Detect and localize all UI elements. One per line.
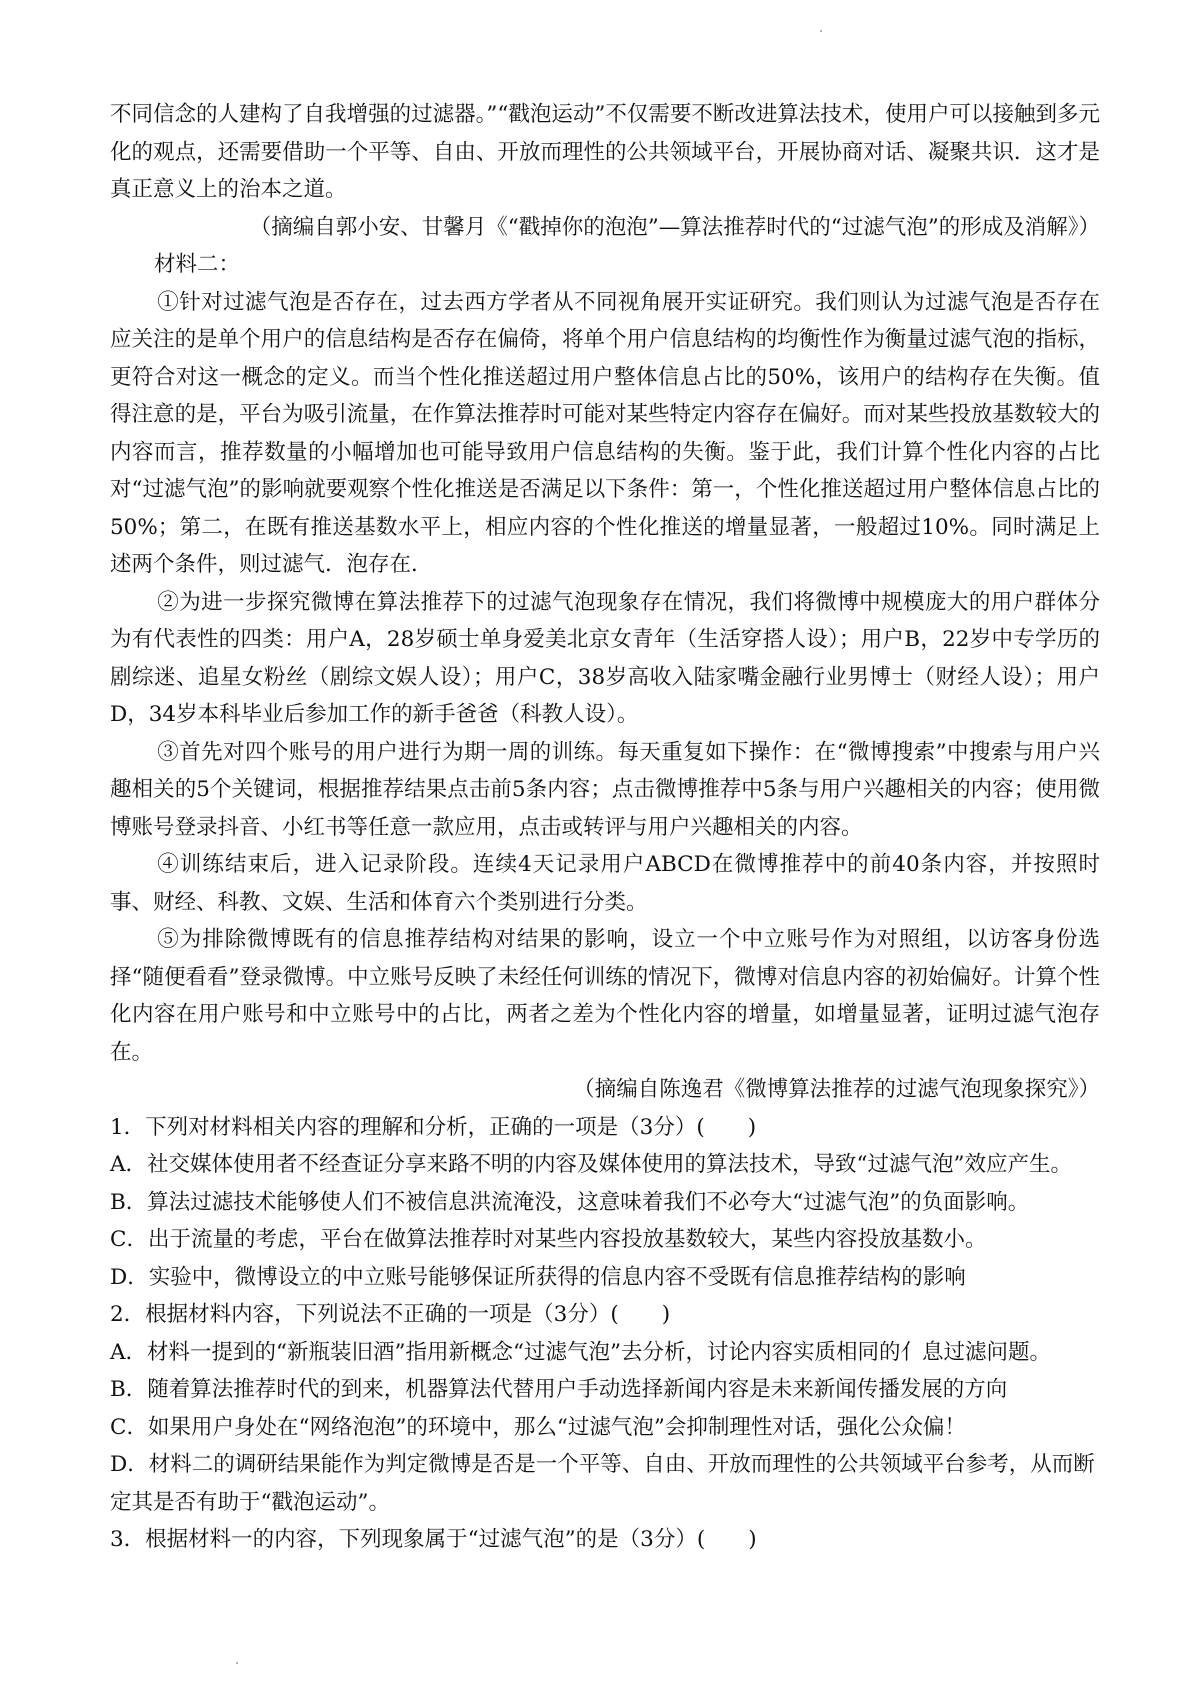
material2-paragraph-5: ⑤为排除微博既有的信息推荐结构对结果的影响，设立一个中立账号作为对照组，以访客身份选择“随便看看”登录微博。中立账号反映了未经任何训练的情况下，微博对信息内容的初始偏好。计算个性化内容在用户账号和中立账号中的占比，两者之差为个性化内容的增量，如增量显著，证明过滤气泡存在。 bbox=[110, 927, 1100, 1065]
question-1-option-c: C．出于流量的考虑，平台在做算法推荐时对某些内容投放基数较大，某些内容投放基数小。 bbox=[110, 1227, 987, 1252]
question-2-stem: 2．根据材料内容，下列说法不正确的一项是（3分）( ) bbox=[110, 1302, 671, 1327]
question-1-stem: 1．下列对材料相关内容的理解和分析，正确的一项是（3分）( ) bbox=[110, 1114, 757, 1140]
question-2-option-b: B．随着算法推荐时代的到来，机器算法代替用户手动选择新闻内容是未来新闻传播发展的方向 bbox=[110, 1377, 1008, 1402]
material2-paragraph-4: ④训练结束后，进入记录阶段。连续4天记录用户ABCD在微博推荐中的前40条内容，并按照时事、财经、科教、文娱、生活和体育六个类别进行分类。 bbox=[110, 852, 1100, 915]
question-2-option-a: A．材料一提到的“新瓶装旧酒”指用新概念“过滤气泡”去分析，讨论内容实质相同的亻息过滤问题。 bbox=[110, 1339, 1051, 1365]
material2-label: 材料二： bbox=[154, 252, 241, 277]
material2-source: （摘编自陈逸君《微博算法推荐的过滤气泡现象探究》） bbox=[573, 1077, 1100, 1102]
document-page bbox=[110, 96, 1100, 1559]
intro-paragraph: 不同信念的人建构了自我增强的过滤器。”“戳泡运动”不仅需要不断改进算法技术，使用户可以接触到多元化的观点，还需要借助一个平等、自由、开放而理性的公共领域平台，开展协商对话、凝聚共识．这才是真正意义上的治本之道。 bbox=[110, 102, 1100, 202]
scan-speck bbox=[236, 1662, 238, 1664]
question-1-option-a: A．社交媒体使用者不经查证分享来路不明的内容及媒体使用的算法技术，导致“过滤气泡”效应产生。 bbox=[110, 1152, 1073, 1177]
question-3-stem: 3．根据材料一的内容，下列现象属于“过滤气泡”的是（3分）( ) bbox=[110, 1527, 757, 1552]
question-2-option-c: C．如果用户身处在“网络泡泡”的环境中，那么“过滤气泡”会抑制理性对话，强化公众偏！ bbox=[110, 1414, 966, 1440]
question-1-option-b: B．算法过滤技术能够使人们不被信息洪流淹没，这意味着我们不必夸大“过滤气泡”的负面影响。 bbox=[110, 1189, 1030, 1215]
scan-speck bbox=[820, 30, 822, 32]
material1-source: （摘编自郭小安、甘馨月《“戳掉你的泡泡”—算法推荐时代的“过滤气泡”的形成及消解》） bbox=[249, 214, 1100, 240]
question-1-option-d: D．实验中，微博设立的中立账号能够保证所获得的信息内容不受既有信息推荐结构的影响 bbox=[110, 1264, 966, 1290]
material2-paragraph-3: ③首先对四个账号的用户进行为期一周的训练。每天重复如下操作：在“微博搜索”中搜索与用户兴趣相关的5个关键词，根据推荐结果点击前5条内容；点击微博推荐中5条与用户兴趣相关的内容；使用微博账号登录抖音、小红书等任意一款应用，点击或转评与用户兴趣相关的内容。 bbox=[110, 739, 1100, 840]
question-2-option-d: D．材料二的调研结果能作为判定微博是否是一个平等、自由、开放而理性的公共领域平台参考，从而断定其是否有助于“戳泡运动”。 bbox=[110, 1452, 1095, 1515]
material2-paragraph-2: ②为进一步探究微博在算法推荐下的过滤气泡现象存在情况，我们将微博中规模庞大的用户群体分为有代表性的四类：用户A，28岁硕士单身爱美北京女青年（生活穿搭人设）；用户B，22岁中专学历的剧综迷、追星女粉丝（剧综文娱人设）；用户C，38岁高收入陆家嘴金融行业男博士（财经人设）；用户D，34岁本科毕业后参加工作的新手爸爸（科教人设）。 bbox=[110, 589, 1100, 727]
material2-paragraph-1: ①针对过滤气泡是否存在，过去西方学者从不同视角展开实证研究。我们则认为过滤气泡是否存在应关注的是单个用户的信息结构是否存在偏倚，将单个用户信息结构的均衡性作为衡量过滤气泡的指标，更符合对这一概念的定义。而当个性化推送超过用户整体信息占比的50%，该用户的结构存在失衡。值得注意的是，平台为吸引流量，在作算法推荐时可能对某些特定内容存在偏好。而对某些投放基数较大的内容而言，推荐数量的小幅增加也可能导致用户信息结构的失衡。鉴于此，我们计算个性化内容的占比对“过滤气泡”的影响就要观察个性化推送是否满足以下条件：第一，个性化推送超过用户整体信息占比的50%；第二，在既有推送基数水平上，相应内容的个性化推送的增量显著，一般超过10%。同时满足上述两个条件，则过滤气．泡存在． bbox=[110, 289, 1100, 577]
